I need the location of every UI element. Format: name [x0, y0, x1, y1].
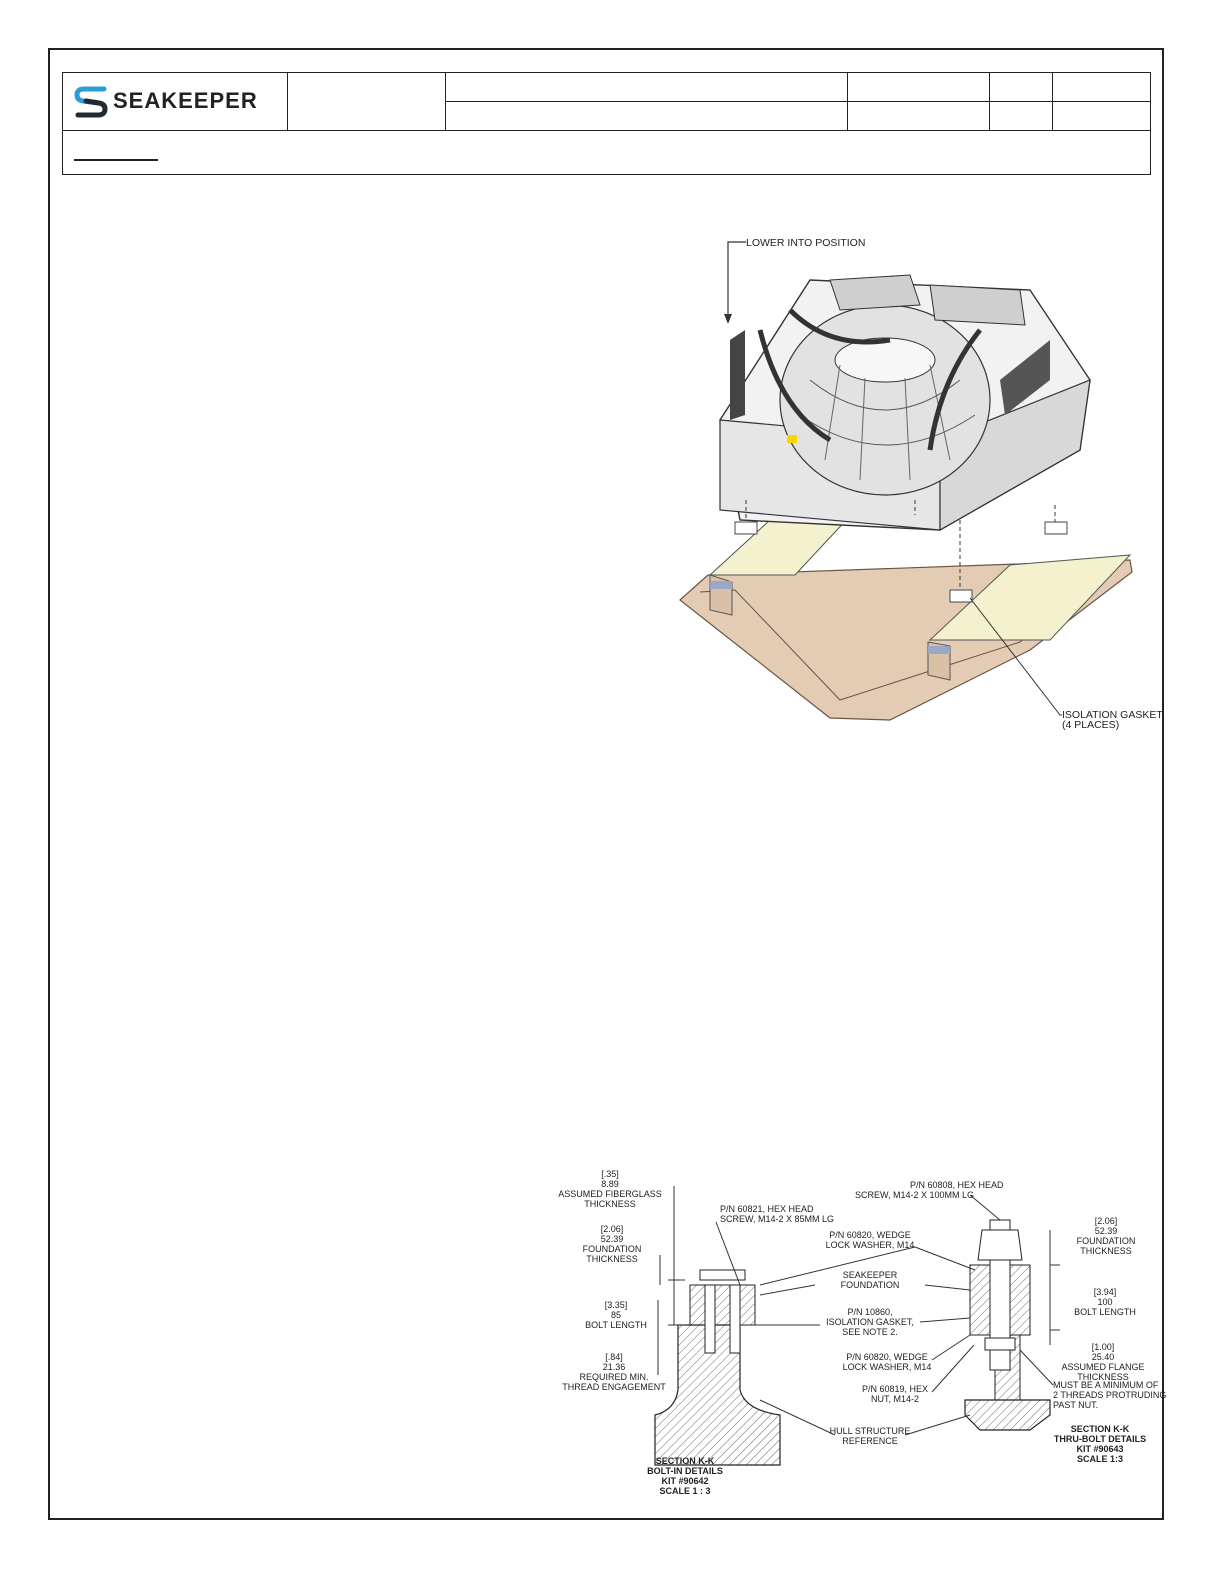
lower-washer-label-1: P/N 60820, WEDGE — [846, 1352, 928, 1362]
left-foundation-mm-dim: 52.39 — [600, 1234, 624, 1244]
hull-structure-label-2: REFERENCE — [842, 1436, 898, 1446]
flange-inch-dim: [1.00] — [1091, 1342, 1115, 1352]
title-block-row-divider — [445, 101, 1151, 102]
right-foundation-inch-dim: [2.06] — [1094, 1216, 1118, 1226]
brand-name: SEAKEEPER — [113, 88, 258, 113]
title-block-divider-horizontal — [62, 130, 1151, 131]
isolation-gasket-label: ISOLATION GASKET — [1062, 709, 1163, 721]
right-bolt-mm-dim: 100 — [1097, 1297, 1113, 1307]
fiberglass-mm-dim: 8.89 — [601, 1179, 619, 1189]
lower-washer-label-2: LOCK WASHER, M14 — [842, 1362, 932, 1372]
right-section-title-4: SCALE 1:3 — [1076, 1454, 1124, 1464]
left-bolt-length-label: BOLT LENGTH — [585, 1320, 647, 1330]
right-foundation-label-2: THICKNESS — [1080, 1246, 1132, 1256]
right-bolt-inch-dim: [3.94] — [1093, 1287, 1117, 1297]
hex-nut-label-1: P/N 60819, HEX — [861, 1384, 929, 1394]
fiberglass-label-2: THICKNESS — [584, 1199, 636, 1209]
hex-nut-label-2: NUT, M14-2 — [870, 1394, 920, 1404]
seakeeper-logo-icon — [74, 86, 108, 118]
washer-label-2: LOCK WASHER, M14 — [825, 1240, 915, 1250]
left-section-title-1: SECTION K-K — [655, 1456, 715, 1466]
gasket-pn-label-3: SEE NOTE 2. — [842, 1327, 898, 1337]
right-foundation-label-1: FOUNDATION — [1076, 1236, 1136, 1246]
left-section-title-4: SCALE 1 : 3 — [659, 1486, 711, 1496]
thread-label-2: THREAD ENGAGEMENT — [562, 1382, 666, 1392]
right-screw-label-2: SCREW, M14-2 X 100MM LG — [855, 1190, 975, 1200]
hull-structure-label-1: HULL STRUCTURE — [829, 1426, 911, 1436]
note-heading-underline — [74, 159, 158, 161]
right-screw-label-1: P/N 60808, HEX HEAD — [910, 1180, 1004, 1190]
thread-inch-dim: [.84] — [605, 1352, 623, 1362]
left-screw-label-1: P/N 60821, HEX HEAD — [720, 1204, 814, 1214]
gasket-pn-label-1: P/N 10860, — [847, 1307, 893, 1317]
gasket-pn-label-2: ISOLATION GASKET, — [826, 1317, 914, 1327]
seakeeper-foundation-label-2: FOUNDATION — [840, 1280, 900, 1290]
fiberglass-inch-dim: [.35] — [601, 1169, 619, 1179]
left-section-title-3: KIT #90642 — [661, 1476, 709, 1486]
left-section-title-2: BOLT-IN DETAILS — [647, 1466, 723, 1476]
min-threads-label-1: MUST BE A MINIMUM OF — [1053, 1380, 1159, 1390]
right-foundation-mm-dim: 52.39 — [1094, 1226, 1118, 1236]
gyro-installation-drawing — [660, 230, 1170, 730]
left-bolt-mm-dim: 85 — [610, 1310, 622, 1320]
flange-label-1: ASSUMED FLANGE — [1061, 1362, 1145, 1372]
flange-mm-dim: 25.40 — [1091, 1352, 1115, 1362]
right-section-title-2: THRU-BOLT DETAILS — [1053, 1434, 1147, 1444]
fiberglass-label-1: ASSUMED FIBERGLASS — [558, 1189, 662, 1199]
min-threads-label-2: 2 THREADS PROTRUDING — [1053, 1390, 1167, 1400]
washer-label-1: P/N 60820, WEDGE — [829, 1230, 911, 1240]
left-screw-label-2: SCREW, M14-2 X 85MM LG — [720, 1214, 835, 1224]
thread-label-1: REQUIRED MIN. — [579, 1372, 649, 1382]
min-threads-label-3: PAST NUT. — [1053, 1400, 1099, 1410]
left-foundation-inch-dim: [2.06] — [600, 1224, 624, 1234]
seakeeper-foundation-label-1: SEAKEEPER — [842, 1270, 898, 1280]
left-foundation-label-2: THICKNESS — [586, 1254, 638, 1264]
thread-mm-dim: 21.36 — [602, 1362, 626, 1372]
isolation-gasket-places-label: (4 PLACES) — [1062, 719, 1120, 730]
left-bolt-inch-dim: [3.35] — [604, 1300, 628, 1310]
flange-label-2: THICKNESS — [1077, 1372, 1129, 1382]
left-foundation-label-1: FOUNDATION — [582, 1244, 642, 1254]
lower-into-position-label: LOWER INTO POSITION — [746, 237, 866, 249]
section-details-drawing — [550, 1160, 1170, 1500]
right-section-title-1: SECTION K-K — [1070, 1424, 1130, 1434]
right-bolt-length-label: BOLT LENGTH — [1074, 1307, 1136, 1317]
right-section-title-3: KIT #90643 — [1076, 1444, 1124, 1454]
title-block-divider-logo — [287, 72, 288, 131]
